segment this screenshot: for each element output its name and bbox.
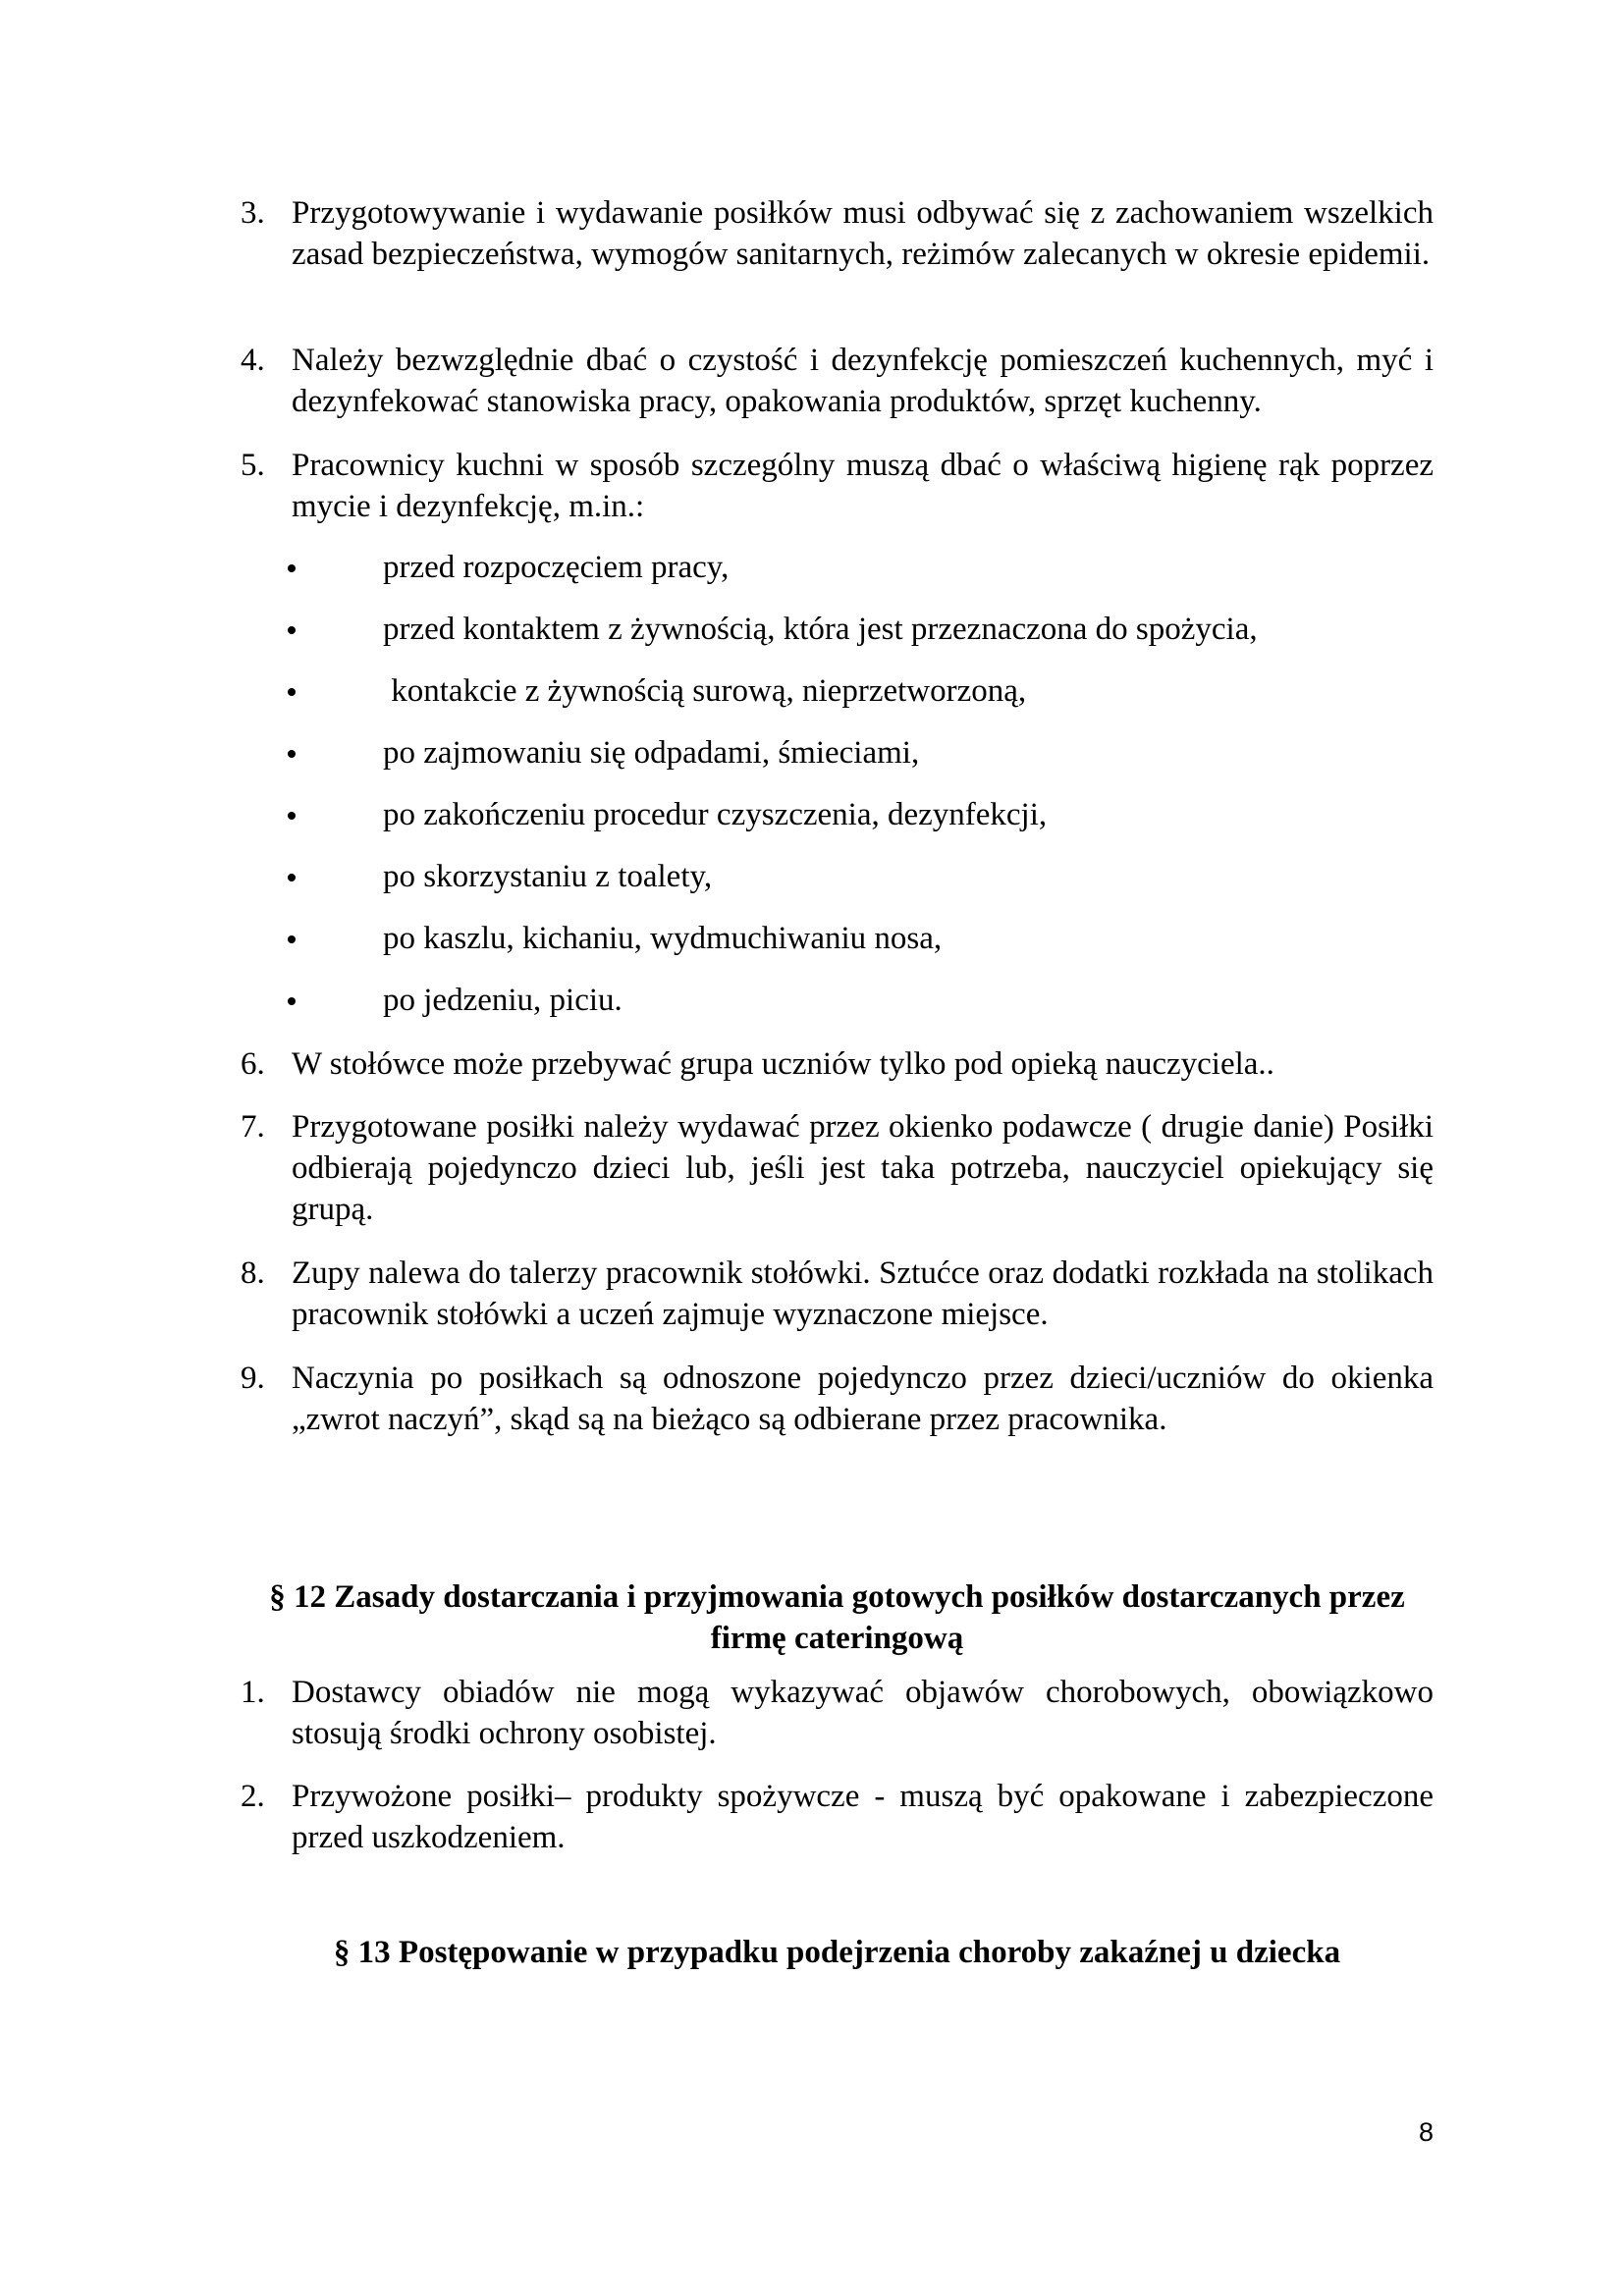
- list-item-5: [241, 445, 1434, 527]
- list-number: 4.: [241, 343, 265, 378]
- bullet-text: kontakcie z żywnością surową, nieprzetworzoną,: [383, 673, 1027, 709]
- bullet-item: [288, 547, 1368, 588]
- bullet-item: [288, 980, 1368, 1021]
- list-text: Dostawcy obiadów nie mogą wykazywać objawów chorobowych, obowiązkowo stosują środki ochrony osobistej.: [292, 1675, 1434, 1751]
- bullet-item: [288, 609, 1368, 650]
- bullet-text: po skorzystaniu z toalety,: [383, 859, 713, 894]
- list-text: Naczynia po posiłkach są odnoszone pojedynczo przez dzieci/uczniów do okienka „zwrot naczyń”, skąd są na bieżąco są odbierane przez pracownika.: [292, 1361, 1434, 1437]
- section-12-item-1: [241, 1672, 1434, 1754]
- page-number: 8: [1418, 2117, 1434, 2147]
- list-number: 6.: [241, 1046, 265, 1082]
- bullet-text: po zakończeniu procedur czyszczenia, dezynfekcji,: [383, 797, 1048, 832]
- bullet-item: [288, 918, 1368, 959]
- section-12-item-2: [241, 1776, 1434, 1858]
- section-12-title-line1: § 12 Zasady dostarczania i przyjmowania gotowych posiłków dostarczanych przez: [269, 1579, 1405, 1615]
- bullet-text: przed rozpoczęciem pracy,: [383, 550, 730, 585]
- bullet-dot-icon: [288, 750, 296, 758]
- bullet-item: [288, 732, 1368, 774]
- list-number: 9.: [241, 1361, 265, 1396]
- list-number: 5.: [241, 448, 265, 483]
- list-item-7: [241, 1106, 1434, 1230]
- bullet-dot-icon: [288, 874, 296, 881]
- list-item-8: [241, 1253, 1434, 1335]
- bullet-text: po jedzeniu, piciu.: [383, 983, 623, 1018]
- list-text: Zupy nalewa do talerzy pracownik stołówki. Sztućce oraz dodatki rozkłada na stolikach pracownik stołówki a uczeń zajmuje wyznaczone miejsce.: [292, 1255, 1434, 1332]
- bullet-item: [288, 856, 1368, 897]
- list-text: Należy bezwzględnie dbać o czystość i dezynfekcję pomieszczeń kuchennych, myć i dezynfekować stanowiska pracy, opakowania produktów, sprzęt kuchenny.: [292, 343, 1434, 419]
- list-item-9: [241, 1358, 1434, 1440]
- list-item-4: [241, 340, 1434, 422]
- bullet-text: po kaszlu, kichaniu, wydmuchiwaniu nosa,: [383, 921, 943, 956]
- list-text: W stołówce może przebywać grupa uczniów tylko pod opieką nauczyciela..: [292, 1046, 1274, 1082]
- bullet-dot-icon: [288, 564, 296, 572]
- bullet-text: przed kontaktem z żywnością, która jest przeznaczona do spożycia,: [383, 612, 1258, 647]
- bullet-dot-icon: [288, 997, 296, 1005]
- list-number: 7.: [241, 1109, 265, 1145]
- list-number: 1.: [241, 1675, 265, 1710]
- bullet-dot-icon: [288, 812, 296, 820]
- bullet-dot-icon: [288, 626, 296, 634]
- list-item-3: [241, 192, 1434, 275]
- list-text: Przygotowywanie i wydawanie posiłków musi odbywać się z zachowaniem wszelkich zasad bezpieczeństwa, wymogów sanitarnych, reżimów zalecanych w okresie epidemii.: [292, 195, 1434, 272]
- bullet-dot-icon: [288, 688, 296, 696]
- list-text: Przywożone posiłki– produkty spożywcze - muszą być opakowane i zabezpieczone przed uszkodzeniem.: [292, 1779, 1434, 1855]
- section-13-heading: § 13 Postępowanie w przypadku podejrzenia choroby zakaźnej u dziecka: [333, 1935, 1341, 1970]
- bullet-item: [288, 794, 1368, 835]
- list-number: 2.: [241, 1779, 265, 1814]
- bullet-dot-icon: [288, 935, 296, 943]
- list-text: Pracownicy kuchni w sposób szczególny muszą dbać o właściwą higienę rąk poprzez mycie i dezynfekcję, m.in.:: [292, 448, 1434, 524]
- list-text: Przygotowane posiłki należy wydawać przez okienko podawcze ( drugie danie) Posiłki odbierają pojedynczo dzieci lub, jeśli jest taka potrzeba, nauczyciel opiekujący się grupą.: [292, 1109, 1434, 1227]
- list-number: 8.: [241, 1255, 265, 1291]
- bullet-text: po zajmowaniu się odpadami, śmieciami,: [383, 735, 920, 771]
- section-12-title-line2: firmę cateringową: [710, 1621, 964, 1656]
- bullet-item: [288, 670, 1368, 712]
- list-item-6: [241, 1043, 1434, 1085]
- list-number: 3.: [241, 195, 265, 231]
- section-12-heading: [241, 1576, 1434, 1659]
